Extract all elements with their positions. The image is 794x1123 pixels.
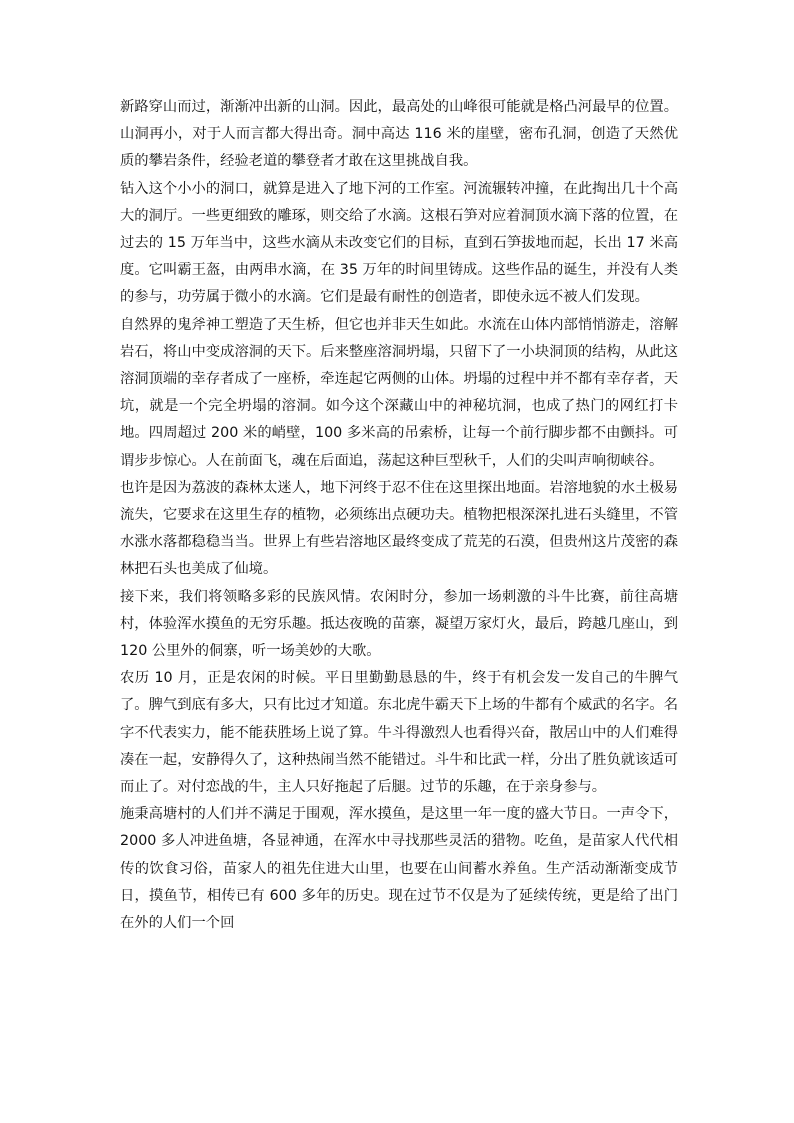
- paragraph-1: 新路穿山而过，渐渐冲出新的山洞。因此，最高处的山峰很可能就是格凸河最早的位置。山洞再小，对于人而言都大得出奇。洞中高达 116 米的崖壁，密布孔洞，创造了天然优质的攀岩条件，经验老道的攀登者才敢在这里挑战自我。: [120, 99, 678, 170]
- paragraph-2: 钻入这个小小的洞口，就算是进入了地下河的工作室。河流辗转冲撞，在此掏出几十个高大的洞厅。一些更细致的雕琢，则交给了水滴。这根石笋对应着洞顶水滴下落的位置，在过去的 15 万年当中，这些水滴从未改变它们的目标，直到石笋拔地而起，长出 17 米高度。它叫霸王盔，由两串水滴，在 35 万年的时间里铸成。这些作品的诞生，并没有人类的参与，功劳属于微小的水滴。它们是最有耐性的创造者，即使永远不被人们发现。: [120, 180, 678, 306]
- paragraph-3: 自然界的鬼斧神工塑造了天生桥，但它也并非天生如此。水流在山体内部悄悄游走，溶解岩石，将山中变成溶洞的天下。后来整座溶洞坍塌，只留下了一小块洞顶的结构，从此这溶洞顶端的幸存者成了一座桥，牵连起它两侧的山体。坍塌的过程中并不都有幸存者，天坑，就是一个完全坍塌的溶洞。如今这个深藏山中的神秘坑洞，也成了热门的网红打卡地。四周超过 200 米的峭壁，100 多米高的吊索桥，让每一个前行脚步都不由颤抖。可谓步步惊心。人在前面飞，魂在后面追，荡起这种巨型秋千，人们的尖叫声响彻峡谷。: [120, 316, 678, 469]
- document-body: [120, 94, 678, 937]
- paragraph-7: 施秉高塘村的人们并不满足于围观，浑水摸鱼，是这里一年一度的盛大节日。一声令下，2000 多人冲进鱼塘，各显神通，在浑水中寻找那些灵活的猎物。吃鱼，是苗家人代代相传的饮食习俗，苗家人的祖先住进大山里，也要在山间蓄水养鱼。生产活动渐渐变成节日，摸鱼节，相传已有 600 多年的历史。现在过节不仅是为了延续传统，更是给了出门在外的人们一个回: [120, 806, 678, 932]
- paragraph-4: 也许是因为荔波的森林太迷人，地下河终于忍不住在这里探出地面。岩溶地貌的水土极易流失，它要求在这里生存的植物，必须练出点硬功夫。植物把根深深扎进石头缝里，不管水涨水落都稳稳当当。世界上有些岩溶地区最终变成了荒芜的石漠，但贵州这片茂密的森林把石头也美成了仙境。: [120, 479, 678, 578]
- paragraph-5: 接下来，我们将领略多彩的民族风情。农闲时分，参加一场刺激的斗牛比赛，前往高塘村，体验浑水摸鱼的无穷乐趣。抵达夜晚的苗寨，凝望万家灯火，最后，跨越几座山，到 120 公里外的侗寨，听一场美妙的大歌。: [120, 588, 678, 660]
- paragraph-6: 农历 10 月，正是农闲的时候。平日里勤勤恳恳的牛，终于有机会发一发自己的牛脾气了。脾气到底有多大，只有比过才知道。东北虎牛霸天下上场的牛都有个威武的名字。名字不代表实力，能不能获胜场上说了算。牛斗得激烈人也看得兴奋，散居山中的人们难得凑在一起，安静得久了，这种热闹当然不能错过。斗牛和比武一样，分出了胜负就该适可而止了。对付恋战的牛，主人只好拖起了后腿。过节的乐趣，在于亲身参与。: [120, 670, 678, 796]
